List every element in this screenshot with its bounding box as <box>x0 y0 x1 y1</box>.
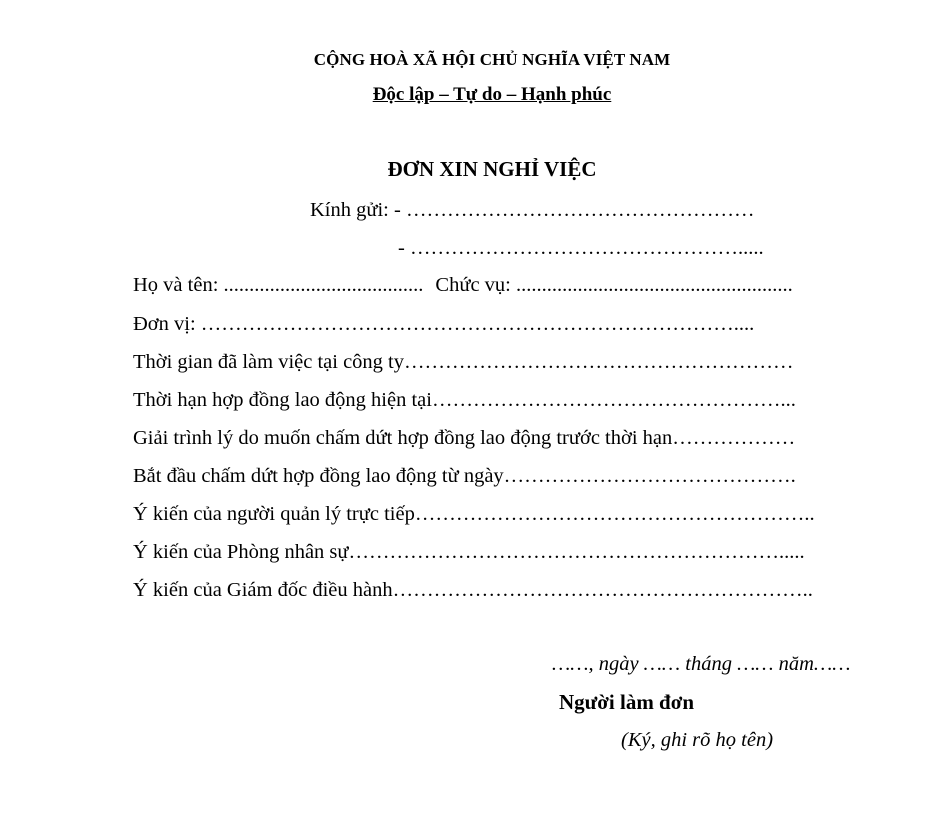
field-contract-term: Thời hạn hợp đồng lao động hiện tại……………………………………………... <box>133 389 796 411</box>
signer-label: Người làm đơn <box>559 690 695 714</box>
field-termination-reason: Giải trình lý do muốn chấm dứt hợp đồng lao động trước thời hạn……………… <box>133 427 796 449</box>
national-motto: Độc lập – Tự do – Hạnh phúc <box>372 84 612 105</box>
name-position-row <box>133 273 793 297</box>
date-line: ……, ngày …… tháng …… năm…… <box>552 653 851 675</box>
field-work-duration: Thời gian đã làm việc tại công ty………………………………………………… <box>133 351 794 373</box>
field-manager-opinion: Ý kiến của người quản lý trực tiếp………………………………………………….. <box>133 503 815 525</box>
signature-note: (Ký, ghi rõ họ tên) <box>621 729 774 751</box>
recipient-line-1: Kính gửi: - …………………………………………… <box>310 199 755 221</box>
full-name-field: Họ và tên: ....................................... <box>133 274 424 296</box>
national-name-heading: CỘNG HOÀ XÃ HỘI CHỦ NGHĨA VIỆT NAM <box>313 50 671 69</box>
field-hr-opinion: Ý kiến của Phòng nhân sự………………………………………………………..... <box>133 541 805 563</box>
recipient-line-2: - …………………………………………..... <box>398 237 764 259</box>
document-title: ĐƠN XIN NGHỈ VIỆC <box>387 157 597 181</box>
position-field: Chức vụ: ...................................................... <box>435 274 793 296</box>
field-unit: Đơn vị: …………………………………………………………………….... <box>133 313 755 335</box>
field-termination-start-date: Bắt đầu chấm dứt hợp đồng lao động từ ngày……………………………………. <box>133 465 796 487</box>
field-director-opinion: Ý kiến của Giám đốc điều hành…………………………………………………….. <box>133 579 813 601</box>
